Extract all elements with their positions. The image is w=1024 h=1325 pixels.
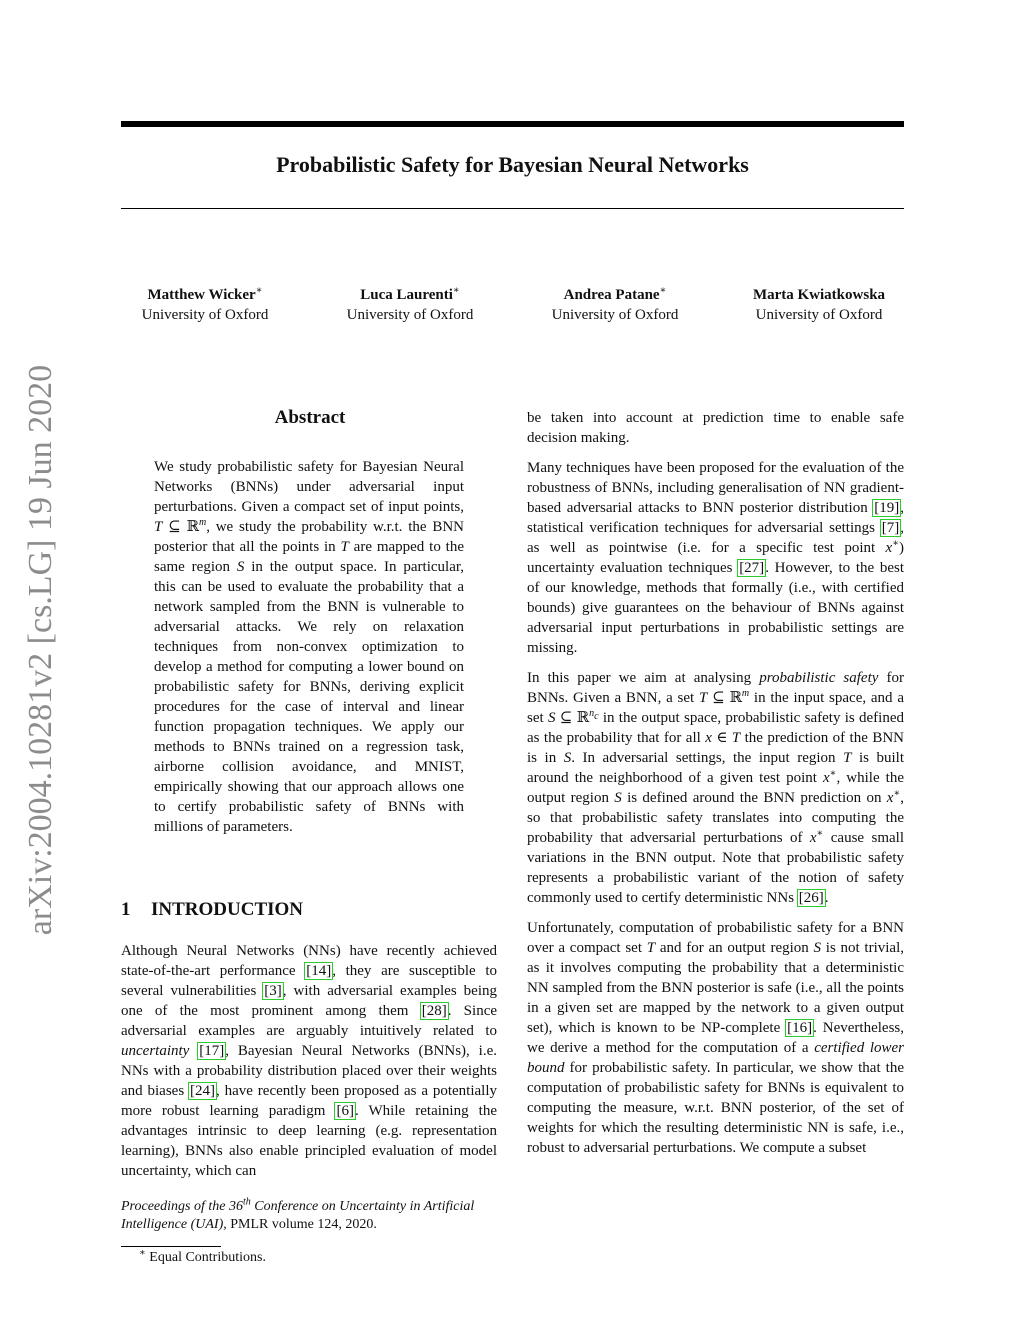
proceedings-note: Proceedings of the 36th Conference on Uncertainty in Artificial Intelligence (UAI), PMLR volume 124, 2020. <box>121 1196 475 1232</box>
author-affiliation: University of Oxford <box>141 307 269 323</box>
abstract-body: We study probabilistic safety for Bayesian Neural Networks (BNNs) under adversarial input perturbations. Given a compact set of input points, T ⊆ ℝ$^m$, we study the probability w.r.t. the BNN posterior that all the points in T are mapped to the same region S in the output space. In particular, this can be used to evaluate the probability that a network sampled from the BNN is vulnerable to adversarial attacks. We rely on relaxation techniques from non-convex optimization to develop a method for computing a lower bound on probabilistic safety for BNNs, deriving explicit procedures for the case of interval and linear function propagation techniques. We apply our methods to BNNs trained on a regression task, airborne collision avoidance, and MNIST, empirically showing that our approach allows one to certify probabilistic safety of BNNs with millions of parameters. <box>154 459 465 835</box>
paragraph: Unfortunately, computation of probabilistic safety for a BNN over a compact set T and for an output region S is not trivial, as it involves computing the probability that a deterministic NN sampled from the BNN posterior is safe (i.e., all the points in a given set are mapped by the network to a given output set), which is known to be NP-complete [16]. Nevertheless, we derive a method for the computation of a certified lower bound for probabilistic safety. In particular, we show that the computation of probabilistic safety for BNNs is equivalent to computing the measure, w.r.t. BNN posterior, of the set of weights for which the resulting deterministic NN is safe, i.e., robust to adversarial perturbations. We compute a subset <box>527 920 905 1156</box>
title-bottom-rule <box>121 208 904 209</box>
citation-link[interactable]: [16] <box>787 1020 813 1036</box>
author-affiliation: University of Oxford <box>755 307 883 323</box>
paragraph: In this paper we aim at analysing probabilistic safety for BNNs. Given a BNN, a set T ⊆ ℝ$^m$ in the input space, and a set S ⊆ ℝ$^{n_c}$ in the output space, probabilistic safety is defined as the probability that for all x ∈ T the prediction of the BNN is in S. In adversarial settings, the input region T is built around the neighborhood of a given test point x∗, while the output region S is defined around the BNN prediction on x∗, so that probabilistic safety translates into computing the probability that adversarial perturbations of x∗ cause small variations in the BNN output. Note that probabilistic safety represents a probabilistic variant of the notion of safety commonly used to certify deterministic NNs [26]. <box>527 670 905 906</box>
author-mark: ∗ <box>659 285 667 296</box>
citation-link[interactable]: [24] <box>190 1083 216 1099</box>
citation-link[interactable]: [26] <box>798 890 824 906</box>
author-block <box>515 285 715 325</box>
author-name: Matthew Wicker∗ <box>147 285 263 303</box>
paragraph: Many techniques have been proposed for the evaluation of the robustness of BNNs, including generalisation of NN gradient-based adversarial attacks to BNN posterior distribution [19], statistical verification techniques for adversarial settings [7], as well as pointwise (i.e. for a specific test point x∗) uncertainty evaluation techniques [27]. However, to the best of our knowledge, methods that formally (i.e., with certified bounds) give guarantees on the behaviour of BNNs against adversarial input perturbations in probabilistic settings are missing. <box>527 460 905 656</box>
citation-link[interactable]: [7] <box>881 520 900 536</box>
citation-link[interactable]: [6] <box>336 1103 354 1119</box>
citation-link[interactable]: [19] <box>874 500 900 516</box>
citation-link[interactable]: [28] <box>421 1003 447 1019</box>
author-name: Andrea Patane∗ <box>563 285 667 303</box>
section-heading <box>121 898 501 922</box>
citation-link[interactable]: [17] <box>199 1043 225 1059</box>
paragraph: Although Neural Networks (NNs) have recently achieved state-of-the-art performance [14], they are susceptible to several vulnerabilities [3], with adversarial examples being one of the most prominent among them [28]. Since adversarial examples are arguably intuitively related to uncertainty [17], Bayesian Neural Networks (BNNs), i.e. NNs with a probability distribution placed over their weights and biases [24], have recently been proposed as a potentially more robust learning paradigm [6]. While retaining the advantages intrinsic to deep learning (e.g. representation learning), BNNs also enable principled evaluation of model uncertainty, which can <box>121 943 498 1179</box>
equal-contribution-note: ∗ Equal Contributions. <box>139 1247 266 1265</box>
section-number: 1 <box>121 899 131 920</box>
author-block <box>105 285 305 325</box>
section-title: INTRODUCTION <box>151 899 304 920</box>
paper-title: Probabilistic Safety for Bayesian Neural Networks <box>276 152 749 177</box>
arxiv-identifier: arXiv:2004.10281v2 [cs.LG] 19 Jun 2020 <box>22 364 59 936</box>
title-top-rule <box>121 121 904 127</box>
abstract-heading: Abstract <box>274 407 346 428</box>
author-name: Luca Laurenti∗ <box>360 285 460 303</box>
author-mark: ∗ <box>255 285 263 296</box>
citation-link[interactable]: [27] <box>739 560 765 576</box>
right-column <box>527 408 904 1168</box>
author-block <box>310 285 510 325</box>
footnote-rule <box>121 1246 221 1247</box>
author-block <box>719 285 919 325</box>
citation-link[interactable]: [14] <box>306 963 332 979</box>
author-name: Marta Kwiatkowska <box>752 287 886 303</box>
author-mark: ∗ <box>452 285 460 296</box>
citation-link[interactable]: [3] <box>264 983 282 999</box>
author-affiliation: University of Oxford <box>551 307 679 323</box>
left-column <box>121 941 497 1191</box>
author-affiliation: University of Oxford <box>346 307 474 323</box>
paragraph: be taken into account at prediction time to enable safe decision making. <box>527 410 904 446</box>
